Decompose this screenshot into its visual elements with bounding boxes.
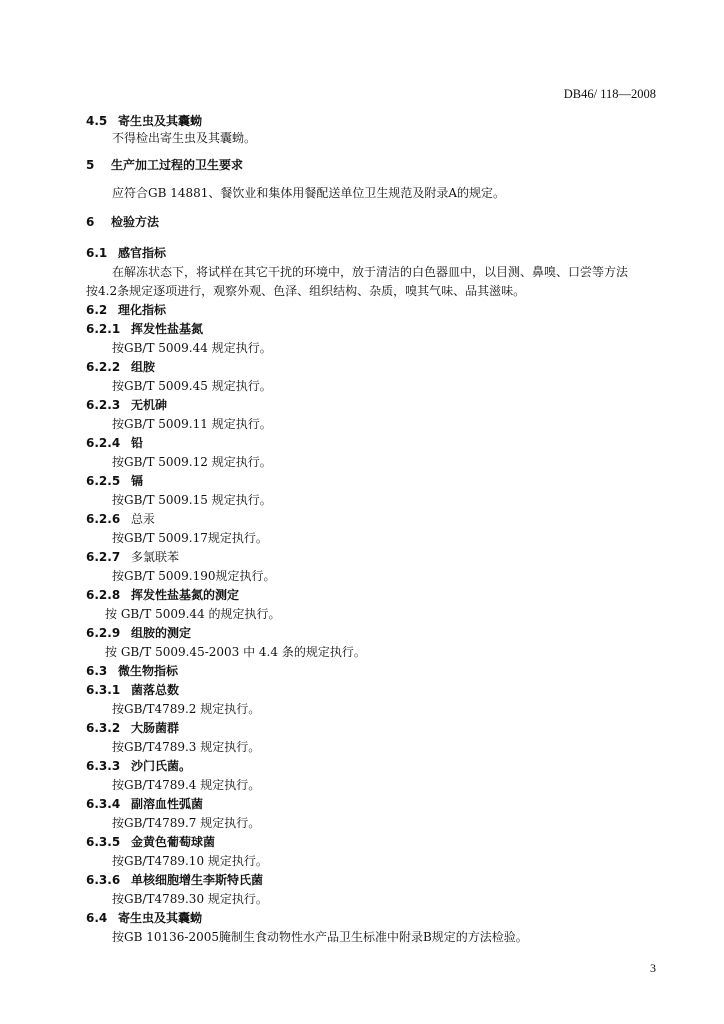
section-number: 6.2.8 — [86, 588, 121, 602]
body-text: 按GB/T 5009.12 规定执行。 — [112, 455, 272, 469]
body-text: 按GB/T 5009.11 规定执行。 — [112, 417, 272, 431]
section-title: 单核细胞增生李斯特氏菌 — [131, 873, 264, 887]
body-text: 按GB 10136-2005腌制生食动物性水产品卫生标准中附录B规定的方法检验。 — [112, 930, 528, 944]
section-number: 6.2.1 — [86, 322, 121, 336]
section-heading — [86, 245, 166, 261]
body-text: 按GB/T 5009.45 规定执行。 — [112, 379, 272, 393]
section-heading — [86, 113, 202, 129]
section-title: 金黄色葡萄球菌 — [131, 835, 216, 849]
body-text: 按GB/T4789.7 规定执行。 — [112, 816, 261, 830]
section-number: 6.3.6 — [86, 873, 121, 887]
section-heading — [86, 872, 263, 888]
body-text: 按GB/T 5009.17规定执行。 — [112, 531, 268, 545]
section-number: 6.4 — [86, 911, 108, 925]
section-title: 挥发性盐基氮的测定 — [131, 588, 240, 602]
section-number: 6.3.4 — [86, 797, 121, 811]
section-heading — [86, 549, 179, 565]
section-number: 6.3.2 — [86, 721, 121, 735]
body-text: 按GB/T 5009.44 规定执行。 — [112, 341, 272, 355]
page-number: 3 — [650, 961, 656, 975]
section-number: 6.2.6 — [86, 512, 121, 526]
section-heading — [86, 511, 155, 527]
section-title: 检验方法 — [111, 215, 160, 229]
section-heading — [86, 758, 191, 774]
section-number: 6.2.4 — [86, 436, 121, 450]
section-title: 寄生虫及其囊蚴 — [118, 911, 203, 925]
section-heading — [86, 682, 179, 698]
section-heading — [86, 625, 191, 641]
body-text: 按GB/T4789.30 规定执行。 — [112, 892, 268, 906]
body-text: 按 GB/T 5009.45-2003 中 4.4 条的规定执行。 — [105, 645, 366, 659]
section-heading — [86, 214, 159, 230]
body-text: 按GB/T 5009.15 规定执行。 — [112, 493, 272, 507]
body-text: 按4.2条规定逐项进行，观察外观、色泽、组织结构、杂质，嗅其气味、品其滋味。 — [86, 284, 526, 298]
section-heading — [86, 796, 203, 812]
section-title: 寄生虫及其囊蚴 — [118, 114, 203, 128]
section-title: 铅 — [131, 436, 144, 450]
section-heading — [86, 910, 202, 926]
body-text: 应符合GB 14881、餐饮业和集体用餐配送单位卫生规范及附录A的规定。 — [112, 186, 506, 200]
section-number: 6.3.3 — [86, 759, 121, 773]
section-title: 生产加工过程的卫生要求 — [111, 158, 244, 172]
body-text: 按GB/T4789.2 规定执行。 — [112, 702, 261, 716]
body-text: 在解冻状态下，将试样在其它干扰的环境中，放于清洁的白色器皿中，以目测、鼻嗅、口尝等方法 — [112, 265, 629, 279]
body-text: 按GB/T4789.4 规定执行。 — [112, 778, 261, 792]
section-number: 6.2.3 — [86, 398, 121, 412]
section-title: 副溶血性弧菌 — [131, 797, 204, 811]
section-title: 多氯联苯 — [131, 550, 180, 564]
section-title: 镉 — [131, 474, 144, 488]
section-title: 感官指标 — [118, 246, 167, 260]
body-text: 按GB/T4789.3 规定执行。 — [112, 740, 261, 754]
section-heading — [86, 587, 239, 603]
body-text: 按GB/T 5009.190规定执行。 — [112, 569, 276, 583]
section-title: 菌落总数 — [131, 683, 180, 697]
section-number: 6.3.5 — [86, 835, 121, 849]
section-title: 理化指标 — [118, 303, 167, 317]
section-number: 6.3.1 — [86, 683, 121, 697]
section-title: 沙门氏菌。 — [131, 759, 192, 773]
section-number: 6.3 — [86, 664, 108, 678]
section-heading — [86, 321, 203, 337]
section-number: 6.2.5 — [86, 474, 121, 488]
section-heading — [86, 359, 155, 375]
section-number: 5 — [86, 158, 95, 172]
standard-number: DB46/ 118—2008 — [563, 87, 656, 101]
section-title: 组胺的测定 — [131, 626, 192, 640]
section-number: 6.2.9 — [86, 626, 121, 640]
section-heading — [86, 663, 178, 679]
section-heading — [86, 157, 243, 173]
section-heading — [86, 302, 166, 318]
section-title: 无机砷 — [131, 398, 168, 412]
section-heading — [86, 435, 143, 451]
section-number: 6.2.7 — [86, 550, 121, 564]
body-text: 不得检出寄生虫及其囊蚴。 — [112, 131, 257, 145]
section-number: 4.5 — [86, 114, 108, 128]
section-title: 组胺 — [131, 360, 156, 374]
body-text: 按GB/T4789.10 规定执行。 — [112, 854, 268, 868]
section-heading — [86, 397, 167, 413]
body-text: 按 GB/T 5009.44 的规定执行。 — [105, 607, 281, 621]
section-title: 总汞 — [131, 512, 156, 526]
section-heading — [86, 473, 143, 489]
section-number: 6.2.2 — [86, 360, 121, 374]
section-title: 挥发性盐基氮 — [131, 322, 204, 336]
section-heading — [86, 720, 179, 736]
section-number: 6 — [86, 215, 95, 229]
section-number: 6.1 — [86, 246, 108, 260]
section-number: 6.2 — [86, 303, 108, 317]
section-title: 大肠菌群 — [131, 721, 180, 735]
section-heading — [86, 834, 215, 850]
section-title: 微生物指标 — [118, 664, 179, 678]
